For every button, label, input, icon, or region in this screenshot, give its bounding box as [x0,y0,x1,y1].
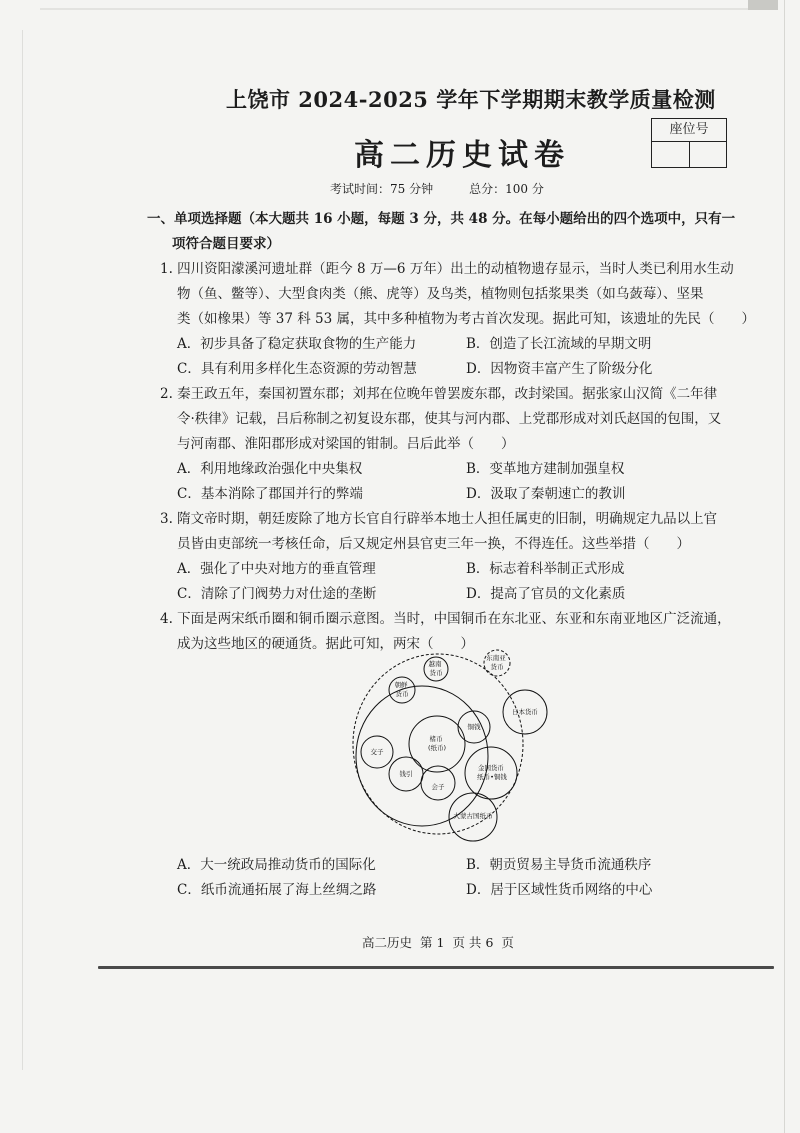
question-3-text: 3. 隋文帝时期，朝廷废除了地方长官自行辟举本地士人担任属吏的旧制，明确规定九品以上官 [160,511,718,527]
question-1-option-a: A．初步具备了稳定获取食物的生产能力 [177,336,417,352]
svg-text:楮币 (纸币) [428,734,446,752]
question-2-option-d: D．汲取了秦朝速亡的教训 [466,486,626,502]
section-heading-cont: 项符合题目要求） [172,236,280,252]
section-heading: 一、单项选择题（本大题共 16 小题，每题 3 分，共 48 分。在每小题给出的四个选项中，只有一 [147,211,736,227]
question-3-option-c: C．清除了门阀势力对仕途的垄断 [177,586,377,602]
question-2-text: 令·秩律》记载，吕后称制之初复设东郡，使其与河内郡、上党郡形成对刘氏赵国的包围，又 [177,411,722,427]
diagram-label-japan: 日本货币 [512,708,538,716]
currency-circle-diagram [340,646,560,846]
question-1-text: 物（鱼、鳖等）、大型食肉类（熊、虎等）及鸟类，植物则包括浆果类（如乌蔹莓）、坚果 [177,286,704,302]
question-1-text: 类（如橡果）等 37 科 53 属，其中多种植物为考古首次发现。据此可知，该遗址的先民（ ） [177,311,756,327]
scan-corner [748,0,778,10]
scan-edge [22,30,23,1070]
diagram-label-huizi: 会子 [431,783,445,791]
question-4-text: 4. 下面是两宋纸币圈和铜币圈示意图。当时，中国铜币在东北亚、东亚和东南亚地区广泛流通， [160,611,731,627]
scan-edge [40,8,760,10]
question-4-option-b: B．朝贡贸易主导货币流通秩序 [466,857,652,873]
footer-page-number: 1 [436,935,445,950]
question-2-text: 与河南郡、淮阳郡形成对梁国的钳制。吕后此举（ ） [177,436,515,452]
question-3-text: 员皆由吏部统一考核任命，后又规定州县官吏三年一换，不得连任。这些举措（ ） [177,536,690,552]
footer-di: 第 [420,935,433,950]
scan-edge [784,0,785,1133]
question-4-option-d: D．居于区域性货币网络的中心 [466,882,653,898]
question-4-option-c: C．纸币流通拓展了海上丝绸之路 [177,882,377,898]
diagram-label-mongol: 大蒙古国纸币 [453,812,493,820]
page-bottom-rule [98,966,774,969]
question-1-text: 1. 四川资阳濛溪河遗址群（距今 8 万—6 万年）出土的动植物遗存显示，当时人类已利用水生动 [160,261,734,277]
question-2-text: 2. 秦王政五年，秦国初置东郡；刘邦在位晚年曾罢废东郡，改封梁国。据张家山汉简《二年律 [160,386,718,402]
footer-ye-gong: 页 共 [452,935,482,950]
diagram-label-vietnam: 越南 [428,660,442,668]
diagram-label-korea: 货币 [395,690,409,698]
exam-title: 高二历史试卷 [354,138,570,173]
svg-text:东南亚 货币 [486,653,508,671]
seat-number-cell [652,142,690,167]
question-4-text: 成为这些地区的硬通货。据此可知，两宋（ ） [177,636,474,652]
question-2-option-a: A．利用地缘政治强化中央集权 [177,461,363,477]
diagram-label-southeast-asia: 货币 [490,663,504,671]
question-1-option-d: D．因物资丰富产生了阶级分化 [466,361,653,377]
diagram-label-southeast-asia: 东南亚 [486,654,506,662]
diagram-label-jiaozi: 交子 [370,748,384,756]
question-1-option-c: C．具有利用多样化生态资源的劳动智慧 [177,361,417,377]
question-2-option-b: B．变革地方建制加强皇权 [466,461,625,477]
footer-subject: 高二历史 [362,935,413,950]
exam-info [330,180,544,197]
question-1-option-b: B．创造了长江流域的早期文明 [466,336,652,352]
question-3-option-b: B．标志着科举制正式形成 [466,561,625,577]
diagram-label-vietnam: 货币 [429,669,443,677]
exam-header: 上饶市 2024-2025 学年下学期期末教学质量检测 [226,87,716,112]
question-2-option-c: C．基本消除了郡国并行的弊端 [177,486,363,502]
seat-number-label: 座位号 [652,119,726,142]
question-3-option-d: D．提高了官员的文化素质 [466,586,626,602]
diagram-label-qianyin: 钱引 [399,770,413,778]
svg-text:越南 货币 [428,659,443,677]
question-4-option-a: A．大一统政局推动货币的国际化 [177,857,376,873]
footer-total-pages: 6 [485,935,494,950]
seat-number-box [651,118,727,168]
diagram-label-copper-cash: 铜钱 [467,723,481,731]
diagram-label-chubi: 楮币 [429,735,443,743]
diagram-label-korea: 朝鲜 [394,681,408,689]
exam-total-score: 总分：100 分 [469,182,544,196]
exam-time: 考试时间：75 分钟 [330,182,434,196]
footer-ye: 页 [501,935,514,950]
page-footer [362,933,518,951]
diagram-label-jin: 纸币•铜钱 [477,773,507,781]
question-3-option-a: A．强化了中央对地方的垂直管理 [177,561,376,577]
svg-text:金国货币 纸币•铜钱 [477,763,507,781]
diagram-label-jin: 金国货币 [477,764,504,772]
diagram-label-chubi: (纸币) [427,744,447,752]
